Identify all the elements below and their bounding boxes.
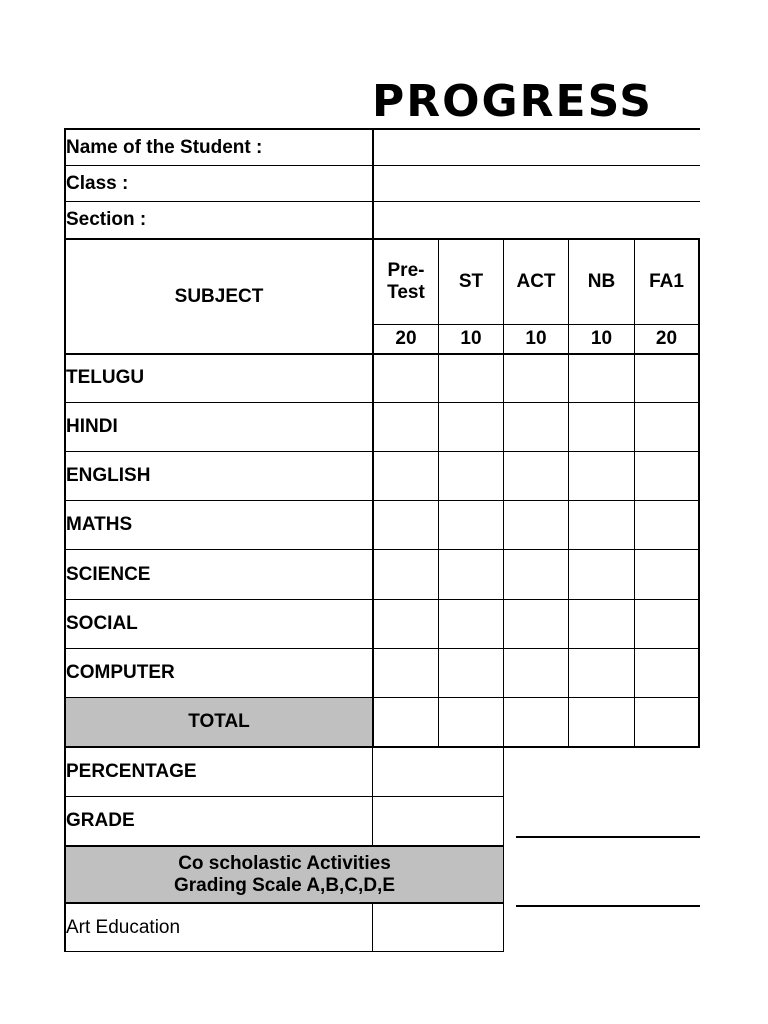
- co-scholastic-title: Co scholastic Activities: [178, 852, 391, 874]
- student-name-label: Name of the Student :: [66, 136, 263, 158]
- subject-row-maths: MATHS: [66, 514, 133, 535]
- max-marks-act: 10: [525, 328, 547, 349]
- grade-field[interactable]: [373, 797, 503, 845]
- column-header-act: ACT: [516, 271, 556, 292]
- subject-header: SUBJECT: [174, 285, 264, 307]
- art-education-grade-field[interactable]: [373, 904, 503, 951]
- column-header-pre-test: [374, 240, 438, 324]
- student-name-field[interactable]: [374, 130, 700, 165]
- subject-row-social: SOCIAL: [66, 613, 138, 634]
- page-title: PROGRESS: [372, 76, 653, 127]
- max-marks-nb: 10: [590, 328, 613, 349]
- percentage-label: PERCENTAGE: [66, 761, 197, 782]
- class-label: Class :: [66, 172, 129, 194]
- subject-row-science: SCIENCE: [66, 563, 151, 585]
- percentage-field[interactable]: [373, 748, 503, 796]
- class-field[interactable]: [374, 166, 700, 201]
- column-header-st: ST: [458, 271, 484, 292]
- subject-row-hindi: HINDI: [66, 416, 118, 437]
- row-divider: [64, 951, 504, 952]
- column-header-pre-test-label: Pre- Test: [387, 260, 425, 303]
- signature-line: [516, 836, 700, 838]
- grading-scale-text: Grading Scale A,B,C,D,E: [173, 874, 395, 896]
- total-label: TOTAL: [66, 698, 372, 746]
- co-scholastic-header: [66, 847, 503, 902]
- max-marks-pre-test: 20: [395, 328, 417, 349]
- column-header-fa1: FA1: [649, 271, 684, 292]
- max-marks-fa1: 20: [655, 328, 678, 349]
- subject-row-telugu: TELUGU: [66, 367, 145, 388]
- grade-label: GRADE: [66, 810, 135, 831]
- section-field[interactable]: [374, 202, 700, 238]
- table-border: [698, 238, 700, 748]
- art-education-label: Art Education: [66, 916, 181, 938]
- section-label: Section :: [66, 209, 147, 230]
- max-marks-st: 10: [460, 328, 482, 349]
- subject-row-english: ENGLISH: [66, 465, 151, 486]
- signature-line: [516, 905, 700, 907]
- subject-row-computer: COMPUTER: [66, 662, 175, 683]
- column-header-nb: NB: [587, 271, 616, 292]
